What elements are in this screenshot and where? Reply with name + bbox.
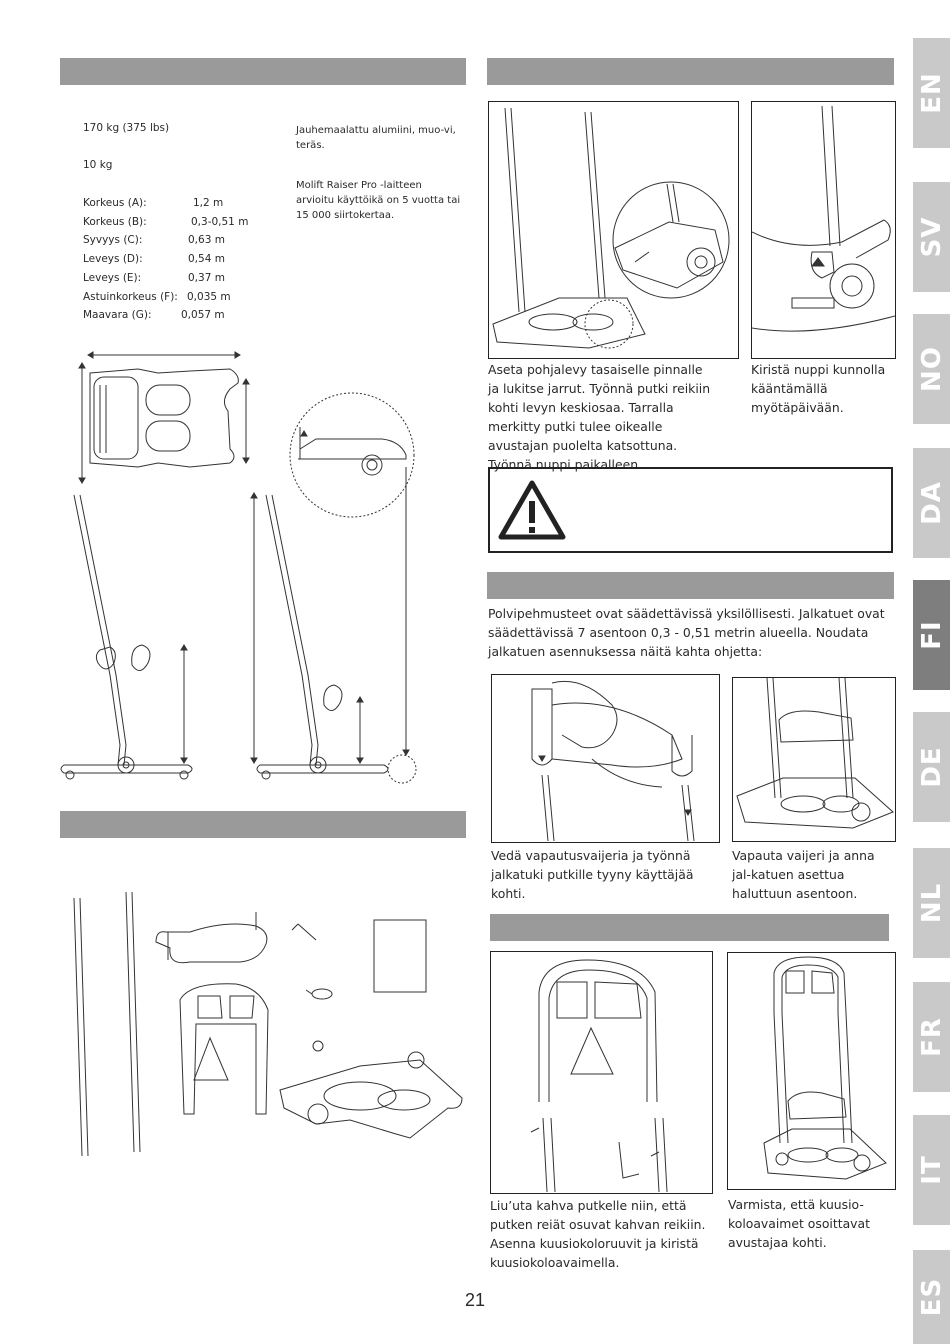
handle-step1-svg — [491, 952, 712, 1193]
handle-step1-text: Liu’uta kahva putkelle niin, että putken reiät osuvat kahvan reikiin. Asenna kuusiokoloruuvit ja kiristä kuusiokoloavaimella. — [490, 1198, 706, 1270]
spec-value: 0,035 m — [187, 290, 231, 303]
lang-tab-label: IT — [916, 1155, 947, 1185]
spec-value: 1,2 m — [193, 197, 224, 209]
dimension-drawing — [60, 345, 466, 795]
assembly-step1-image — [488, 101, 739, 359]
parts-drawing — [60, 870, 466, 1170]
lang-tab-no[interactable] — [913, 314, 950, 424]
lang-tab-label: DE — [916, 746, 947, 788]
spec-row — [83, 194, 283, 213]
lang-tab-label: FR — [916, 1017, 947, 1057]
lang-tab-da[interactable] — [913, 448, 950, 558]
parts-drawing-svg — [60, 870, 466, 1170]
spec-value: 0,37 m — [188, 271, 225, 284]
spec-dimensions-list — [83, 194, 283, 325]
spec-weight: 10 kg — [83, 159, 113, 171]
handle-header-bar — [490, 914, 889, 941]
lang-tab-nl[interactable] — [913, 848, 950, 958]
assembly-step1-svg — [489, 102, 738, 358]
spec-row — [83, 269, 283, 288]
assembly-step2-image — [751, 101, 896, 359]
handle-step2-text: Varmista, että kuusio-koloavaimet osoittavat avustajaa kohti. — [728, 1197, 870, 1250]
page-number: 21 — [464, 1290, 486, 1310]
lang-tab-fr[interactable] — [913, 982, 950, 1092]
spec-row — [83, 250, 283, 269]
lang-tab-en[interactable] — [913, 38, 950, 148]
assembly-header-bar — [487, 58, 894, 85]
spec-label: Syvyys (C): — [83, 234, 143, 247]
lang-tab-label: DA — [916, 481, 947, 525]
knee-pads-step1-svg — [492, 675, 719, 842]
knee-pads-intro: Polvipehmusteet ovat säädettävissä yksilöllisesti. Jalkatuet ovat säädettävissä 7 asentoon 0,3 - 0,51 metrin alueella. Noudata jalkatuen asennuksessa näitä kahta ohjetta: — [488, 606, 885, 659]
warning-box — [488, 467, 893, 553]
specs-header-bar — [60, 58, 466, 85]
spec-label: Korkeus (B): — [83, 215, 147, 228]
knee-pads-step2-text: Vapauta vaijeri ja anna jal-katuen asettua haluttuun asentoon. — [732, 848, 875, 901]
knee-pads-header-bar — [487, 572, 894, 599]
spec-max-load: 170 kg (375 lbs) — [83, 122, 170, 134]
knee-pads-step1-image — [491, 674, 720, 843]
warning-icon — [497, 479, 567, 541]
lang-tab-label: FI — [916, 620, 947, 650]
parts-header-bar — [60, 811, 466, 838]
lang-tab-sv[interactable] — [913, 182, 950, 292]
lang-tab-label: SV — [916, 216, 947, 258]
dimension-drawing-svg — [60, 345, 466, 795]
spec-label: Maavara (G): — [83, 309, 152, 322]
assembly-step2-svg — [752, 102, 895, 358]
lang-tab-label: ES — [916, 1277, 947, 1317]
lang-tab-fi[interactable] — [913, 580, 950, 690]
spec-label: Korkeus (A): — [83, 197, 147, 209]
lang-tab-label: EN — [916, 72, 947, 114]
lang-tab-it[interactable] — [913, 1115, 950, 1225]
lang-tab-label: NL — [916, 882, 947, 924]
spec-lifetime: Molift Raiser Pro -laitteen arvioitu käyttöikä on 5 vuotta tai 15 000 siirtokertaa. — [296, 180, 461, 221]
spec-row — [83, 306, 283, 325]
handle-step2-svg — [728, 953, 895, 1189]
spec-value: 0,63 m — [188, 234, 225, 247]
spec-material: Jauhemaalattu alumiini, muo-vi, teräs. — [296, 125, 456, 151]
assembly-step2-text: Kiristä nuppi kunnolla kääntämällä myötäpäivään. — [751, 362, 886, 415]
handle-step2-image — [727, 952, 896, 1190]
spec-value: 0,057 m — [181, 309, 225, 322]
spec-value: 0,54 m — [188, 253, 225, 266]
spec-row — [83, 288, 283, 307]
spec-label: Astuinkorkeus (F): — [83, 290, 178, 303]
spec-row — [83, 213, 283, 232]
spec-value: 0,3-0,51 m — [191, 215, 249, 228]
lang-tab-de[interactable] — [913, 712, 950, 822]
spec-label: Leveys (D): — [83, 253, 143, 266]
spec-row — [83, 231, 283, 250]
assembly-step1-text: Aseta pohjalevy tasaiselle pinnalle ja lukitse jarrut. Työnnä putki reikiin kohti levyn keskiosaa. Tarralla merkitty putki tulee oikealle avustajan puolelta katsottuna. Työnnä nuppi paikalleen. — [488, 362, 711, 472]
knee-pads-step2-image — [732, 677, 896, 842]
spec-label: Leveys (E): — [83, 271, 142, 284]
knee-pads-step1-text: Vedä vapautusvaijeria ja työnnä jalkatuki putkille tyyny käyttäjää kohti. — [491, 848, 694, 901]
lang-tab-label: NO — [916, 346, 947, 392]
handle-step1-image — [490, 951, 713, 1194]
knee-pads-step2-svg — [733, 678, 895, 841]
